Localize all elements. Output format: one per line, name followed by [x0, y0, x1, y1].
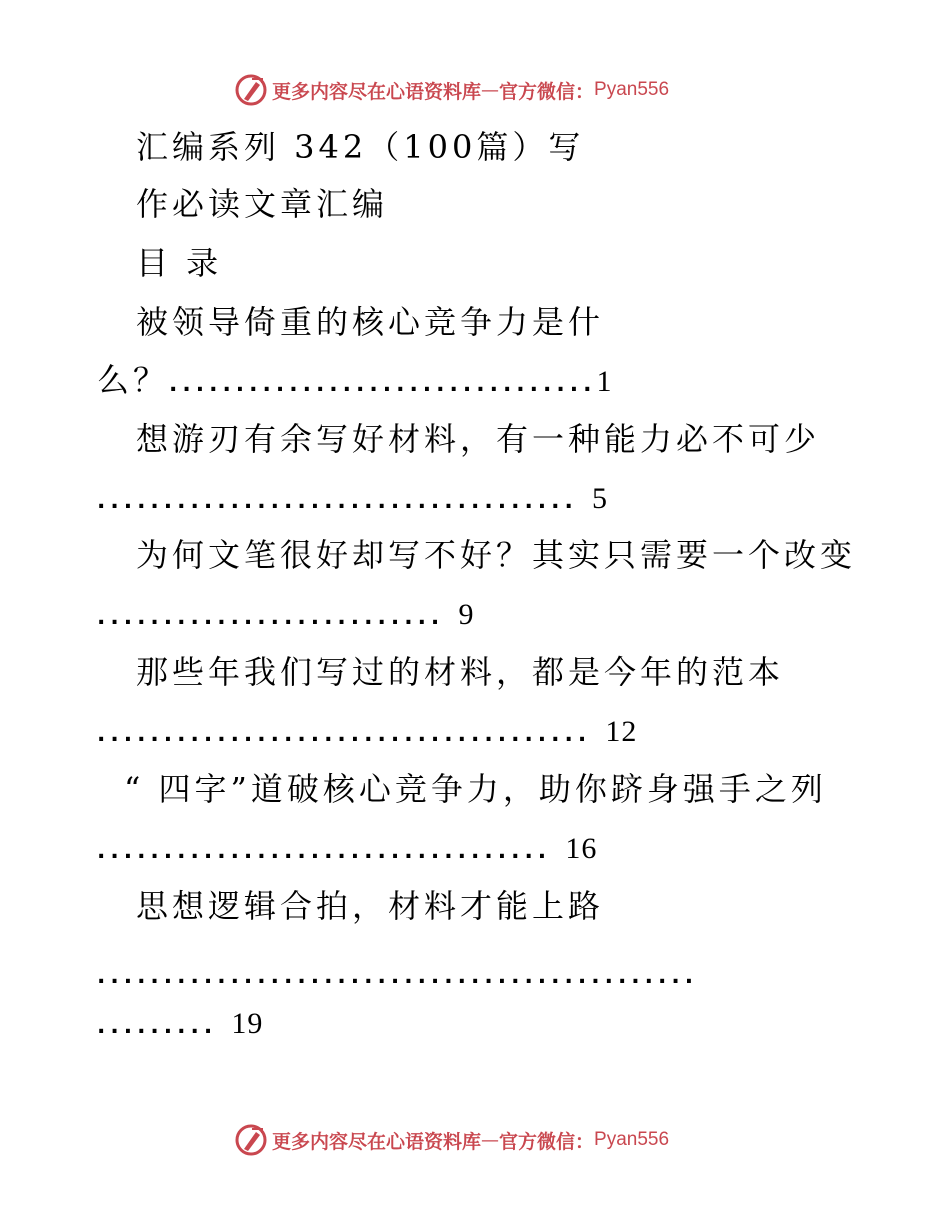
toc-entry-3-page: 9	[458, 598, 475, 631]
banner-official: 官方微信：	[499, 80, 595, 103]
document-title-line1: 汇编系列 342（100篇）写	[136, 128, 585, 166]
toc-entry-1-page: 1	[596, 365, 613, 398]
banner-official: 官方微信：	[499, 1130, 595, 1153]
toc-entry-6-dots-cont: .........	[97, 1014, 218, 1039]
toc-entry-3-dots: ..........................	[97, 605, 445, 630]
toc-entry-6-leader	[97, 1002, 263, 1047]
document-title-line2: 作必读文章汇编	[136, 185, 389, 223]
toc-entry-3-leader	[97, 593, 474, 638]
toc-entry-5-title: “ 四字”道破核心竞争力，助你跻身强手之列	[124, 770, 827, 808]
toc-entry-2-page: 5	[592, 482, 609, 515]
toc-entry-6-dots-line1	[97, 952, 698, 997]
toc-entry-6-page: 19	[231, 1007, 264, 1040]
toc-entry-3-title: 为何文笔很好却写不好？其实只需要一个改变	[136, 536, 857, 574]
toc-entry-5-dots: ..................................	[97, 839, 552, 864]
banner-text: 更多内容尽在心语资料库	[272, 80, 482, 103]
toc-entry-2-leader	[97, 477, 608, 522]
toc-entry-1-title-cont: 么？	[97, 361, 170, 399]
toc-entry-1-dots: ................................	[169, 372, 597, 397]
toc-entry-4-title: 那些年我们写过的材料，都是今年的范本	[136, 653, 785, 691]
banner-dash: —	[481, 79, 500, 101]
toc-entry-2-title: 想游刃有余写好材料，有一种能力必不可少	[136, 420, 821, 458]
toc-entry-6-dots: .............................................	[97, 964, 699, 989]
toc-entry-2-dots: ....................................	[97, 489, 578, 514]
toc-heading: 目 录	[136, 244, 223, 282]
banner-wechat-id: Pyan556	[594, 1129, 670, 1150]
toc-entry-4-dots: .....................................	[97, 722, 592, 747]
toc-entry-1-leader	[97, 360, 612, 405]
pen-logo-icon	[234, 1123, 268, 1157]
footer-banner	[234, 1122, 669, 1158]
banner-wechat-id: Pyan556	[594, 79, 670, 100]
header-banner	[234, 72, 669, 108]
toc-entry-4-page: 12	[605, 715, 638, 748]
toc-entry-1-title: 被领导倚重的核心竞争力是什	[136, 303, 605, 341]
toc-entry-4-leader	[97, 710, 637, 755]
toc-entry-5-page: 16	[565, 832, 598, 865]
banner-text: 更多内容尽在心语资料库	[272, 1130, 482, 1153]
banner-dash: —	[481, 1129, 500, 1151]
pen-logo-icon	[234, 73, 268, 107]
toc-entry-5-leader	[97, 827, 597, 872]
toc-entry-6-title: 思想逻辑合拍，材料才能上路	[136, 887, 605, 925]
